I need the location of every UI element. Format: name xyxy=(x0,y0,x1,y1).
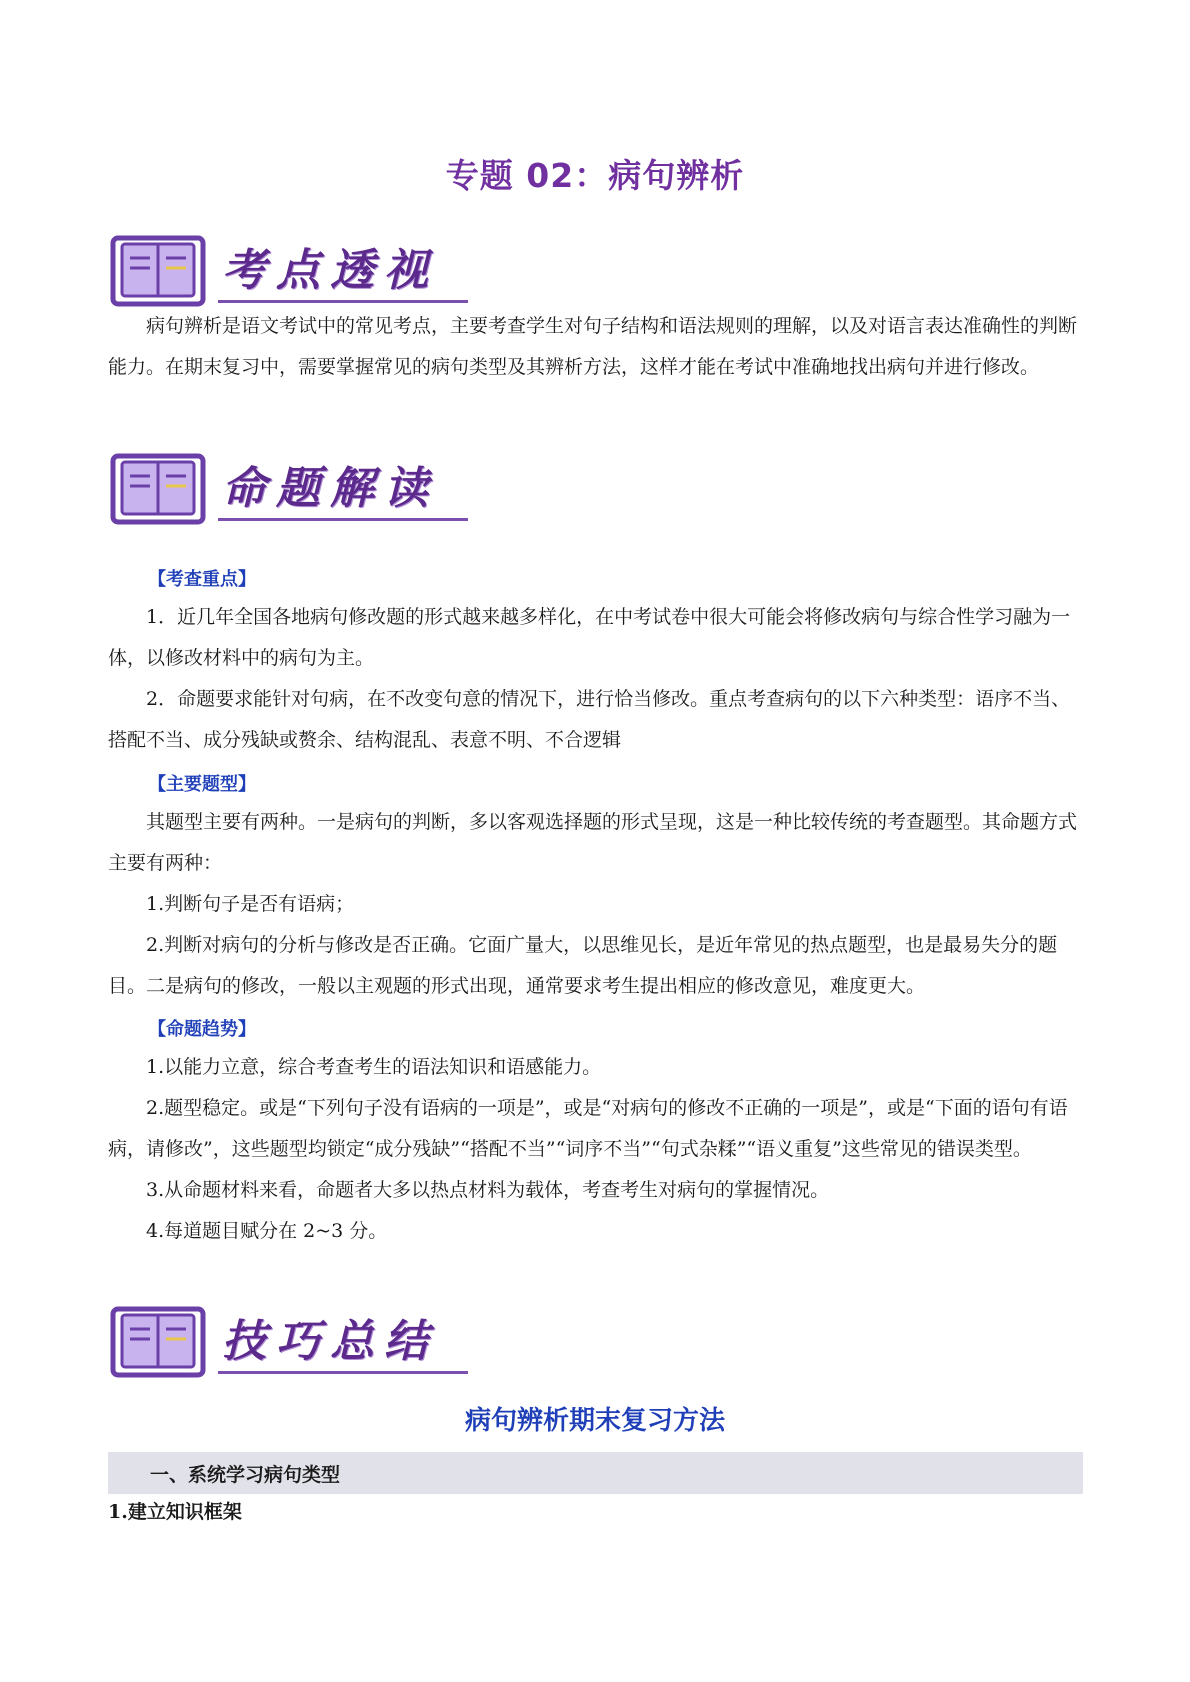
document-title: 专题 02：病句辨析 xyxy=(445,156,745,195)
types-block xyxy=(108,802,1082,1007)
book-icon xyxy=(110,234,206,308)
banner-underline xyxy=(218,1371,468,1374)
book-icon xyxy=(110,452,206,526)
label-types: 【主要题型】 xyxy=(148,774,256,795)
label-focus: 【考查重点】 xyxy=(148,569,256,590)
banner-jiqiao xyxy=(110,1303,470,1383)
trend-item-1: 1.以能力立意，综合考查考生的语法知识和语感能力。 xyxy=(146,1056,602,1078)
banner-underline xyxy=(218,300,468,303)
types-item-2: 2.判断对病句的分析与修改是否正确。它面广量大，以思维见长，是近年常见的热点题型，也是最易失分的题目。二是病句的修改，一般以主观题的形式出现，通常要求考生提出相应的修改意见，难度更大。 xyxy=(108,934,1058,997)
intro-text: 病句辨析是语文考试中的常见考点，主要考查学生对句子结构和语法规则的理解，以及对语言表达准确性的判断能力。在期末复习中，需要掌握常见的病句类型及其辨析方法，这样才能在考试中准确地找出病句并进行修改。 xyxy=(108,315,1078,378)
banner-underline xyxy=(218,518,468,521)
focus-block xyxy=(108,597,1082,761)
banner-text: 命题解读 xyxy=(222,463,438,514)
trend-item-2: 2.题型稳定。或是“下列句子没有语病的一项是”，或是“对病句的修改不正确的一项是”，或是“下面的语句有语病，请修改”，这些题型均锁定“成分残缺”“搭配不当”“词序不当”“句式杂糅”“语义重复”这些常见的错误类型。 xyxy=(108,1097,1068,1160)
types-item-1: 1.判断句子是否有语病； xyxy=(146,893,355,915)
banner-mingti xyxy=(110,450,470,530)
shaded-heading: 一、系统学习病句类型 xyxy=(150,1464,341,1486)
types-intro: 其题型主要有两种。一是病句的判断，多以客观选择题的形式呈现，这是一种比较传统的考查题型。其命题方式主要有两种： xyxy=(108,811,1078,874)
label-trend: 【命题趋势】 xyxy=(148,1019,256,1040)
trend-block xyxy=(108,1047,1082,1252)
intro-paragraph xyxy=(108,306,1082,388)
shaded-heading-row xyxy=(108,1452,1083,1494)
section-subtitle: 病句辨析期末复习方法 xyxy=(464,1406,725,1436)
subheading-framework: 1.建立知识框架 xyxy=(108,1501,242,1523)
focus-item-1: 1．近几年全国各地病句修改题的形式越来越多样化，在中考试卷中很大可能会将修改病句与综合性学习融为一体，以修改材料中的病句为主。 xyxy=(108,606,1071,669)
banner-text: 考点透视 xyxy=(222,245,438,296)
focus-item-2: 2．命题要求能针对句病，在不改变句意的情况下，进行恰当修改。重点考查病句的以下六种类型：语序不当、搭配不当、成分残缺或赘余、结构混乱、表意不明、不合逻辑 xyxy=(108,688,1071,751)
book-icon xyxy=(110,1305,206,1379)
banner-text: 技巧总结 xyxy=(222,1316,438,1367)
trend-item-4: 4.每道题目赋分在 2~3 分。 xyxy=(146,1220,388,1242)
banner-kaodian xyxy=(110,232,470,312)
trend-item-3: 3.从命题材料来看，命题者大多以热点材料为载体，考查考生对病句的掌握情况。 xyxy=(146,1179,830,1201)
